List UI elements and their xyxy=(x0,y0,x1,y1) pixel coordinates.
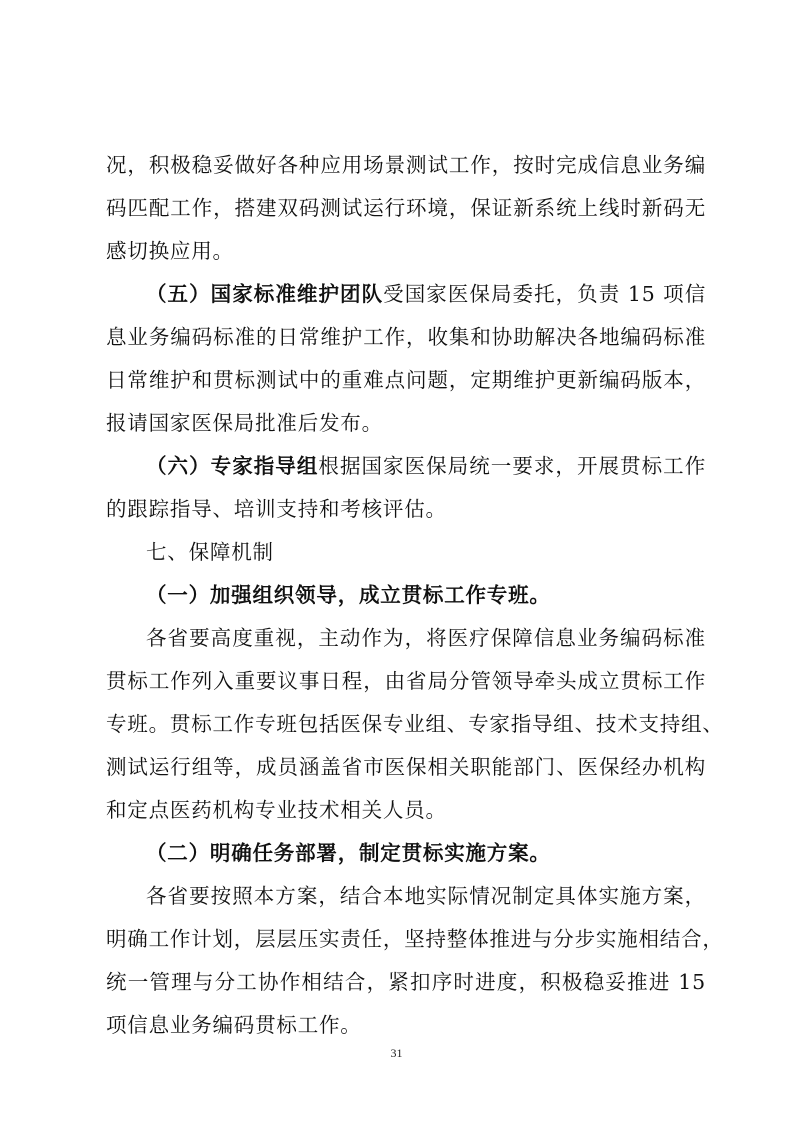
paragraph-line: 的跟踪指导、培训支持和考核评估。 xyxy=(106,497,447,521)
paragraph-line: 和定点医药机构专业技术相关人员。 xyxy=(106,798,447,822)
item-text: 根据国家医保局统一要求，开展贯标工作 xyxy=(318,454,706,478)
paragraph-line: 各省要按照本方案，结合本地实际情况制定具体实施方案， xyxy=(146,884,706,908)
paragraph-line: 况，积极稳妥做好各种应用场景测试工作，按时完成信息业务编 xyxy=(106,153,706,177)
paragraph-line: 感切换应用。 xyxy=(106,239,234,263)
page-number: 31 xyxy=(390,1046,403,1060)
item-heading-6: （六）专家指导组 xyxy=(146,454,319,478)
paragraph-line: 项信息业务编码贯标工作。 xyxy=(106,1013,362,1037)
section-heading: 七、保障机制 xyxy=(146,540,274,564)
paragraph-line xyxy=(146,275,706,313)
item-heading-5: （五）国家标准维护团队 xyxy=(146,282,384,306)
paragraph-line: 明确工作计划，层层压实责任，坚持整体推进与分步实施相结合， xyxy=(106,927,724,951)
paragraph-line: 统一管理与分工协作相结合，紧扣序时进度，积极稳妥推进 15 xyxy=(106,970,706,994)
item-text: 受国家医保局委托，负责 15 项信 xyxy=(383,282,706,306)
subsection-heading-2: （二）明确任务部署，制定贯标实施方案。 xyxy=(146,841,551,865)
paragraph-line: 专班。贯标工作专班包括医保专业组、专家指导组、技术支持组、 xyxy=(106,712,724,736)
paragraph-line: 息业务编码标准的日常维护工作，收集和协助解决各地编码标准 xyxy=(106,325,706,349)
paragraph-line: 码匹配工作，搭建双码测试运行环境，保证新系统上线时新码无 xyxy=(106,196,706,220)
paragraph-line: 测试运行组等，成员涵盖省市医保相关职能部门、医保经办机构 xyxy=(106,755,706,779)
paragraph-line: 各省要高度重视，主动作为，将医疗保障信息业务编码标准 xyxy=(146,626,706,650)
paragraph-line: 报请国家医保局批准后发布。 xyxy=(106,411,383,435)
paragraph-line xyxy=(146,447,706,485)
paragraph-line: 贯标工作列入重要议事日程，由省局分管领导牵头成立贯标工作 xyxy=(106,669,706,693)
subsection-heading-1: （一）加强组织领导，成立贯标工作专班。 xyxy=(146,583,551,607)
paragraph-line: 日常维护和贯标测试中的重难点问题，定期维护更新编码版本， xyxy=(106,368,706,392)
